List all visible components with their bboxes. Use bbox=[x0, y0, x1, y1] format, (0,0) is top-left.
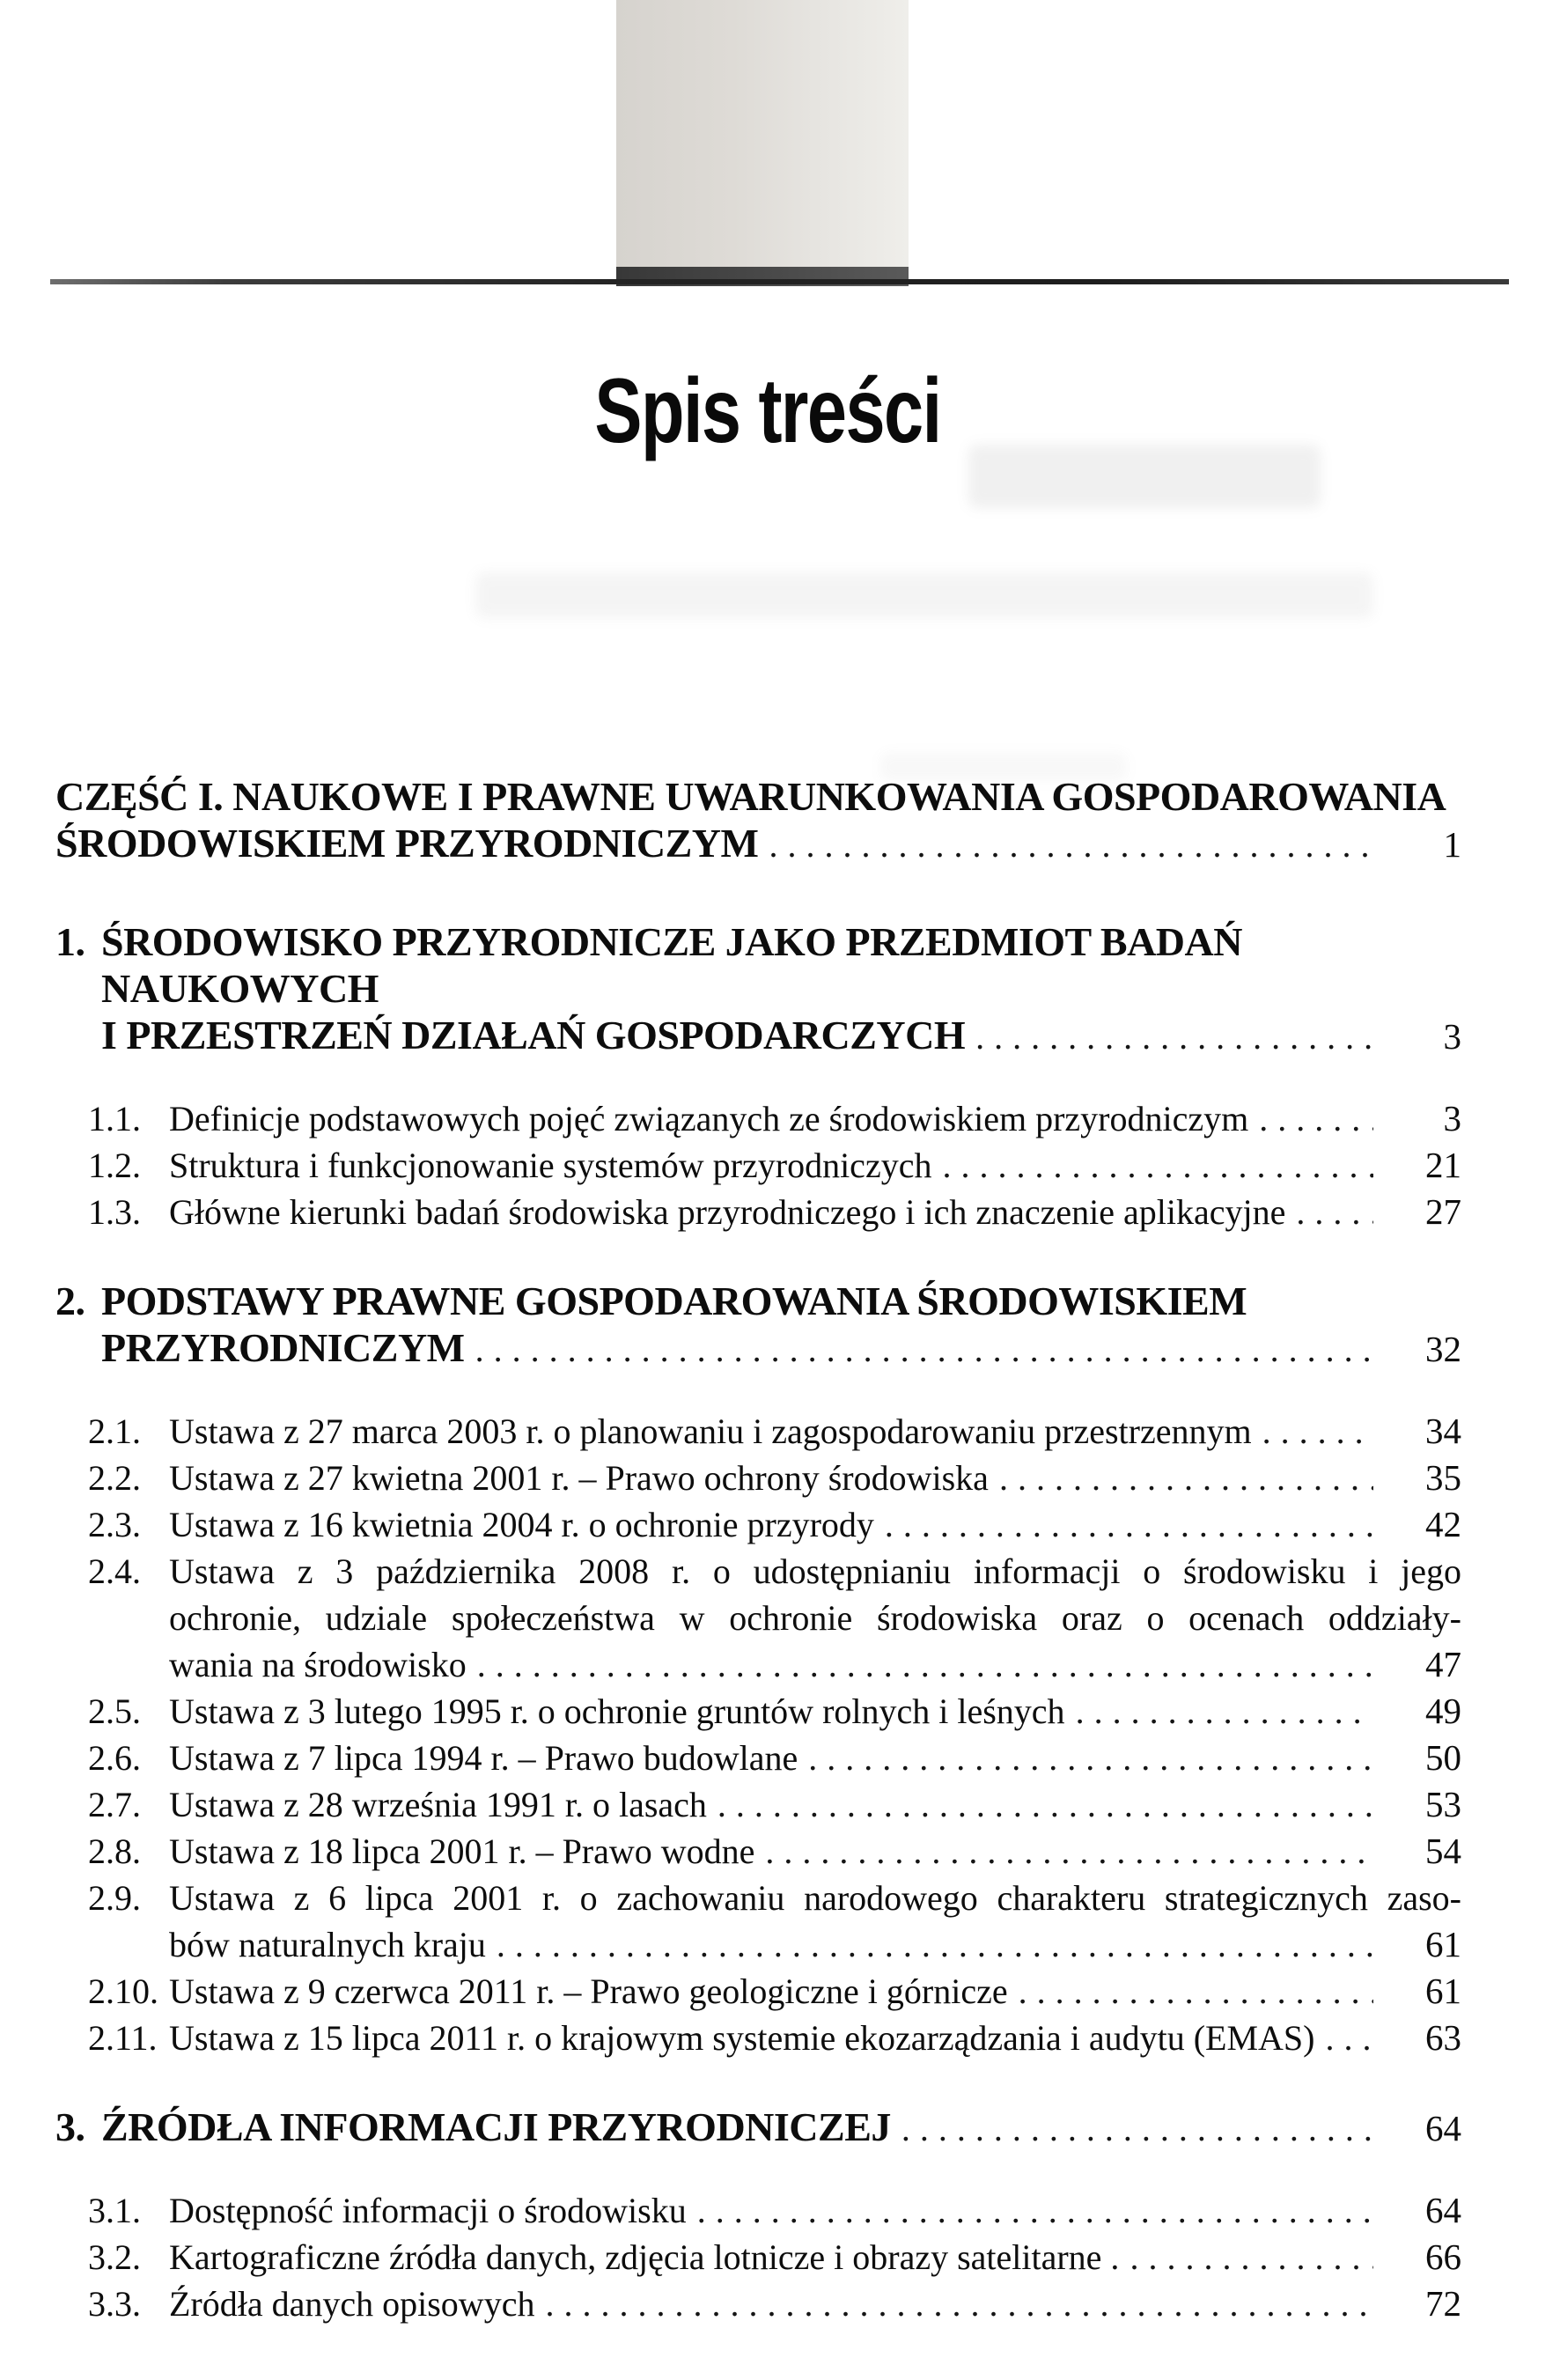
page-number: 50 bbox=[1425, 1737, 1461, 1778]
item-title: Ustawa z 16 kwietnia 2004 r. o ochronie przyrody bbox=[169, 1505, 874, 1544]
dot-leader bbox=[885, 1501, 1373, 1548]
item-number: 2.8. bbox=[88, 1831, 141, 1871]
item-title-line: wania na środowisko bbox=[169, 1645, 467, 1684]
item-number: 1.2. bbox=[88, 1146, 141, 1185]
toc-item-2-4 bbox=[55, 1548, 1461, 1688]
chapter-heading-line-1: PODSTAWY PRAWNE GOSPODAROWANIA ŚRODOWISKIEM bbox=[101, 1278, 1247, 1323]
page-number: 53 bbox=[1425, 1784, 1461, 1824]
chapter-number: 1. bbox=[55, 919, 85, 964]
toc-item-1-2 bbox=[55, 1142, 1461, 1189]
item-title: Ustawa z 28 września 1991 r. o lasach bbox=[169, 1785, 707, 1824]
toc-chapter-3 bbox=[55, 2104, 1461, 2152]
dot-leader bbox=[765, 1828, 1373, 1875]
dot-leader bbox=[942, 1142, 1373, 1189]
item-number: 2.6. bbox=[88, 1738, 141, 1778]
part-heading-line-1: CZĘŚĆ I. NAUKOWE I PRAWNE UWARUNKOWANIA GOSPODAROWANIA bbox=[55, 774, 1446, 819]
chapter-number: 3. bbox=[55, 2104, 85, 2149]
dot-leader bbox=[1296, 1189, 1373, 1235]
toc-part-heading bbox=[55, 773, 1461, 868]
toc-group-3 bbox=[55, 2187, 1461, 2327]
item-title-line: Ustawa z 3 października 2008 r. o udostępnianiu informacji o środowisku i jego bbox=[169, 1551, 1461, 1591]
toc-item-3-2 bbox=[55, 2234, 1461, 2281]
toc-item-3-3 bbox=[55, 2281, 1461, 2327]
item-title: Ustawa z 9 czerwca 2011 r. – Prawo geologiczne i górnicze bbox=[169, 1971, 1008, 2011]
item-number: 2.3. bbox=[88, 1505, 141, 1544]
item-number: 2.7. bbox=[88, 1785, 141, 1824]
page-number: 72 bbox=[1425, 2283, 1461, 2324]
toc-item-2-2 bbox=[55, 1455, 1461, 1501]
item-number: 1.1. bbox=[88, 1099, 141, 1138]
item-number: 3.3. bbox=[88, 2284, 141, 2324]
page-number: 1 bbox=[1443, 824, 1461, 865]
item-number: 2.2. bbox=[88, 1458, 141, 1498]
item-title: Struktura i funkcjonowanie systemów przyrodniczych bbox=[169, 1146, 932, 1185]
page-number: 64 bbox=[1425, 2108, 1461, 2148]
item-number: 1.3. bbox=[88, 1192, 141, 1232]
dot-leader bbox=[1259, 1095, 1373, 1142]
item-number: 2.4. bbox=[88, 1551, 141, 1591]
toc-item-2-8 bbox=[55, 1828, 1461, 1875]
page-number: 34 bbox=[1425, 1411, 1461, 1451]
toc-chapter-2 bbox=[55, 1278, 1461, 1373]
dot-leader bbox=[1325, 2015, 1373, 2061]
page-number: 61 bbox=[1425, 1924, 1461, 1964]
dot-leader bbox=[808, 1735, 1373, 1781]
chapter-heading-text: PRZYRODNICZYM bbox=[101, 1325, 465, 1370]
dot-leader bbox=[475, 1324, 1373, 1373]
item-title-line: ochronie, udziale społeczeństwa w ochronie środowiska oraz o ocenach oddziały- bbox=[169, 1598, 1461, 1638]
page-number: 35 bbox=[1425, 1457, 1461, 1498]
item-title: Źródła danych opisowych bbox=[169, 2284, 535, 2324]
page-number: 3 bbox=[1443, 1016, 1461, 1057]
dot-leader bbox=[497, 1921, 1373, 1968]
toc-item-3-1 bbox=[55, 2187, 1461, 2234]
toc-item-2-5 bbox=[55, 1688, 1461, 1735]
part-heading-line-2 bbox=[55, 820, 1461, 868]
chapter-heading-text: ŹRÓDŁA INFORMACJI PRZYRODNICZEJ bbox=[101, 2104, 891, 2149]
toc-group-2 bbox=[55, 1408, 1461, 2061]
item-title: Ustawa z 27 kwietna 2001 r. – Prawo ochrony środowiska bbox=[169, 1458, 989, 1498]
chapter-heading-text: I PRZESTRZEŃ DZIAŁAŃ GOSPODARCZYCH bbox=[101, 1013, 966, 1057]
item-number: 3.1. bbox=[88, 2191, 141, 2230]
item-title: Główne kierunki badań środowiska przyrodniczego i ich znaczenie aplikacyjne bbox=[169, 1192, 1286, 1232]
item-number: 2.1. bbox=[88, 1411, 141, 1451]
item-title: Definicje podstawowych pojęć związanych ze środowiskiem przyrodniczym bbox=[169, 1099, 1249, 1138]
item-number: 3.2. bbox=[88, 2237, 141, 2277]
dot-leader bbox=[1019, 1968, 1373, 2015]
page-number: 42 bbox=[1425, 1504, 1461, 1544]
toc-item-2-1 bbox=[55, 1408, 1461, 1455]
page-number: 54 bbox=[1425, 1831, 1461, 1871]
toc-item-2-6 bbox=[55, 1735, 1461, 1781]
item-title: Ustawa z 27 marca 2003 r. o planowaniu i zagospodarowaniu przestrzennym bbox=[169, 1411, 1252, 1451]
page-number: 63 bbox=[1425, 2017, 1461, 2058]
dot-leader bbox=[975, 1012, 1373, 1060]
page-number: 49 bbox=[1425, 1691, 1461, 1731]
page-title-wrap bbox=[0, 359, 1560, 464]
toc-item-2-9 bbox=[55, 1875, 1461, 1968]
chapter-heading-line-2 bbox=[101, 1324, 1461, 1373]
chapter-heading-line-2 bbox=[101, 1012, 1461, 1060]
toc-item-1-1 bbox=[55, 1095, 1461, 1142]
item-title-line: Ustawa z 6 lipca 2001 r. o zachowaniu narodowego charakteru strategicznych zaso- bbox=[169, 1878, 1461, 1918]
scan-bleedthrough-smudge bbox=[475, 572, 1373, 618]
item-title: Ustawa z 18 lipca 2001 r. – Prawo wodne bbox=[169, 1831, 755, 1871]
dot-leader bbox=[1076, 1688, 1373, 1735]
item-number: 2.9. bbox=[88, 1878, 141, 1918]
page-number: 61 bbox=[1425, 1971, 1461, 2011]
chapter-number: 2. bbox=[55, 1278, 85, 1323]
scan-artifact-band bbox=[616, 0, 909, 269]
chapter-heading-line-1 bbox=[101, 2104, 1461, 2152]
item-title: Ustawa z 7 lipca 1994 r. – Prawo budowlane bbox=[169, 1738, 798, 1778]
dot-leader bbox=[1130, 2234, 1373, 2281]
item-title: Ustawa z 15 lipca 2011 r. o krajowym systemie ekozarządzania i audytu (EMAS) bbox=[169, 2018, 1315, 2058]
dot-leader bbox=[477, 1641, 1373, 1688]
dot-leader bbox=[717, 1781, 1373, 1828]
toc-group-1 bbox=[55, 1095, 1461, 1235]
page-number: 64 bbox=[1425, 2190, 1461, 2230]
part-heading-text: ŚRODOWISKIEM PRZYRODNICZYM bbox=[55, 821, 759, 866]
dot-leader bbox=[769, 820, 1373, 868]
item-number: 2.11. bbox=[88, 2018, 158, 2058]
page-number: 27 bbox=[1425, 1191, 1461, 1232]
item-title-line: bów naturalnych kraju bbox=[169, 1925, 486, 1964]
dot-leader bbox=[901, 2104, 1373, 2152]
item-title: Dostępność informacji o środowisku bbox=[169, 2191, 687, 2230]
toc-chapter-1 bbox=[55, 918, 1461, 1060]
page-number: 66 bbox=[1425, 2236, 1461, 2277]
header-rule bbox=[50, 279, 1509, 284]
dot-leader bbox=[545, 2281, 1373, 2327]
item-title: Ustawa z 3 lutego 1995 r. o ochronie gruntów rolnych i leśnych bbox=[169, 1691, 1065, 1731]
toc-item-2-3 bbox=[55, 1501, 1461, 1548]
page-number: 3 bbox=[1443, 1098, 1461, 1138]
item-number: 2.10. bbox=[88, 1971, 158, 2011]
page-title: Spis treści bbox=[594, 360, 941, 462]
page-number: 21 bbox=[1425, 1145, 1461, 1185]
table-of-contents bbox=[55, 773, 1461, 2327]
toc-item-1-3 bbox=[55, 1189, 1461, 1235]
toc-item-2-11 bbox=[55, 2015, 1461, 2061]
item-number: 2.5. bbox=[88, 1691, 141, 1731]
toc-item-2-7 bbox=[55, 1781, 1461, 1828]
chapter-heading-line-1: ŚRODOWISKO PRZYRODNICZE JAKO PRZEDMIOT BADAŃ NAUKOWYCH bbox=[101, 919, 1242, 1011]
dot-leader bbox=[999, 1455, 1373, 1501]
page-number: 32 bbox=[1425, 1329, 1461, 1369]
dot-leader bbox=[1262, 1408, 1373, 1455]
page-number: 47 bbox=[1425, 1644, 1461, 1684]
item-title: Kartograficzne źródła danych, zdjęcia lotnicze i obrazy satelitarne . bbox=[169, 2237, 1120, 2277]
dot-leader bbox=[697, 2187, 1373, 2234]
toc-item-2-10 bbox=[55, 1968, 1461, 2015]
